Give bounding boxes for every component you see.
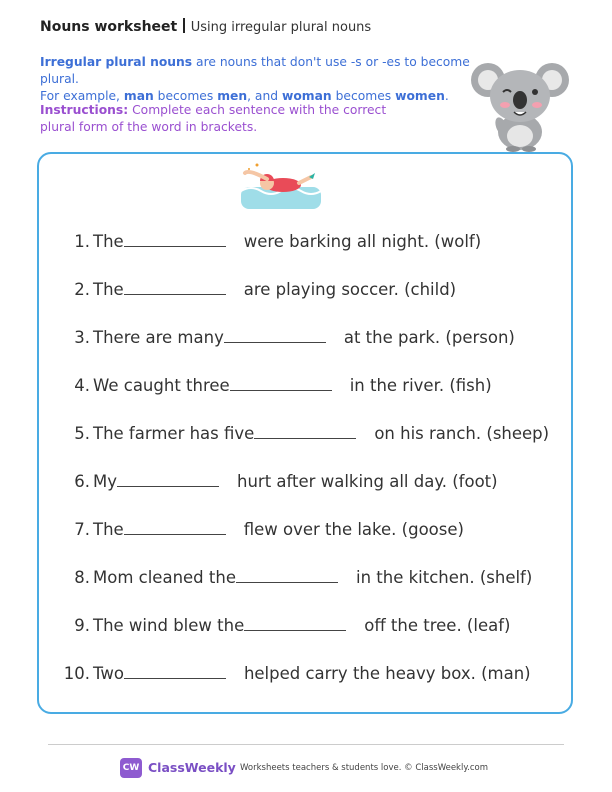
- question-text-after: are playing soccer. (child): [243, 280, 457, 299]
- question-number: 9.: [74, 616, 90, 635]
- question-text-after: off the tree. (leaf): [364, 616, 511, 635]
- answer-blank[interactable]: [230, 376, 332, 391]
- intro-word-men: men: [217, 89, 248, 103]
- question-text-before: The farmer has five: [93, 424, 255, 443]
- question-text-before: The: [93, 280, 124, 299]
- question-row: [60, 664, 531, 683]
- question-number: 3.: [74, 328, 90, 347]
- intro-text-1: are nouns that don't use -s or -es to become plural.: [40, 55, 470, 86]
- question-text-before: We caught three: [93, 376, 230, 395]
- footer-tagline: Worksheets teachers & students love. © ClassWeekly.com: [240, 763, 489, 773]
- question-row: [60, 280, 456, 299]
- question-text-after: at the park. (person): [343, 328, 515, 347]
- question-text-before: The: [93, 520, 124, 539]
- instructions-label: Instructions:: [40, 103, 129, 117]
- question-row: [60, 472, 498, 491]
- question-text-before: There are many: [93, 328, 224, 347]
- question-number: 6.: [74, 472, 90, 491]
- question-row: [60, 568, 532, 587]
- question-number: 10.: [63, 664, 90, 683]
- answer-blank[interactable]: [124, 520, 226, 535]
- worksheet-header: [40, 18, 371, 35]
- question-number: 8.: [74, 568, 90, 587]
- question-number: 4.: [74, 376, 90, 395]
- question-number: 1.: [74, 232, 90, 251]
- question-text-before: The: [93, 232, 124, 251]
- question-text-after: were barking all night. (wolf): [243, 232, 482, 251]
- swimmer-illustration: [237, 157, 325, 213]
- answer-blank[interactable]: [117, 472, 219, 487]
- koala-illustration: [465, 52, 575, 152]
- answer-blank[interactable]: [254, 424, 356, 439]
- intro-word-woman: woman: [281, 89, 332, 103]
- instructions: [40, 102, 400, 136]
- question-row: [60, 232, 481, 251]
- title-separator: [183, 18, 185, 33]
- intro-text-6: .: [444, 89, 449, 103]
- question-text-after: hurt after walking all day. (foot): [237, 472, 498, 491]
- question-text-before: Two: [93, 664, 124, 683]
- answer-blank[interactable]: [124, 232, 226, 247]
- worksheet-title: Nouns worksheet: [40, 19, 178, 35]
- answer-blank[interactable]: [236, 568, 338, 583]
- answer-blank[interactable]: [224, 328, 326, 343]
- intro-text-3: becomes: [153, 89, 218, 103]
- intro-term: Irregular plural nouns: [40, 55, 193, 69]
- classweekly-logo: CW: [120, 758, 142, 778]
- question-text-before: My: [93, 472, 118, 491]
- question-text-after: flew over the lake. (goose): [243, 520, 464, 539]
- intro-text-4: , and: [247, 89, 282, 103]
- worksheet-subtitle: Using irregular plural nouns: [190, 20, 372, 35]
- intro-word-man: man: [123, 89, 154, 103]
- answer-blank[interactable]: [124, 664, 226, 679]
- footer-divider: [48, 744, 564, 745]
- question-text-before: Mom cleaned the: [93, 568, 236, 587]
- answer-blank[interactable]: [244, 616, 346, 631]
- question-number: 5.: [74, 424, 90, 443]
- question-row: [60, 376, 492, 395]
- question-text-after: helped carry the heavy box. (man): [243, 664, 531, 683]
- question-row: [60, 520, 464, 539]
- question-number: 7.: [74, 520, 90, 539]
- instructions-text: Complete each sentence with the correct plural form of the word in brackets.: [40, 103, 387, 134]
- question-text-after: in the kitchen. (shelf): [355, 568, 533, 587]
- question-row: [60, 328, 515, 347]
- question-row: [60, 424, 549, 443]
- intro-paragraph: [40, 54, 480, 105]
- intro-word-women: women: [395, 89, 445, 103]
- question-number: 2.: [74, 280, 90, 299]
- intro-text-5: becomes: [331, 89, 396, 103]
- question-text-before: The wind blew the: [93, 616, 245, 635]
- answer-blank[interactable]: [124, 280, 226, 295]
- question-row: [60, 616, 510, 635]
- question-text-after: in the river. (fish): [349, 376, 492, 395]
- brand-name: ClassWeekly: [148, 760, 236, 775]
- question-text-after: on his ranch. (sheep): [374, 424, 550, 443]
- intro-text-2: For example,: [40, 89, 124, 103]
